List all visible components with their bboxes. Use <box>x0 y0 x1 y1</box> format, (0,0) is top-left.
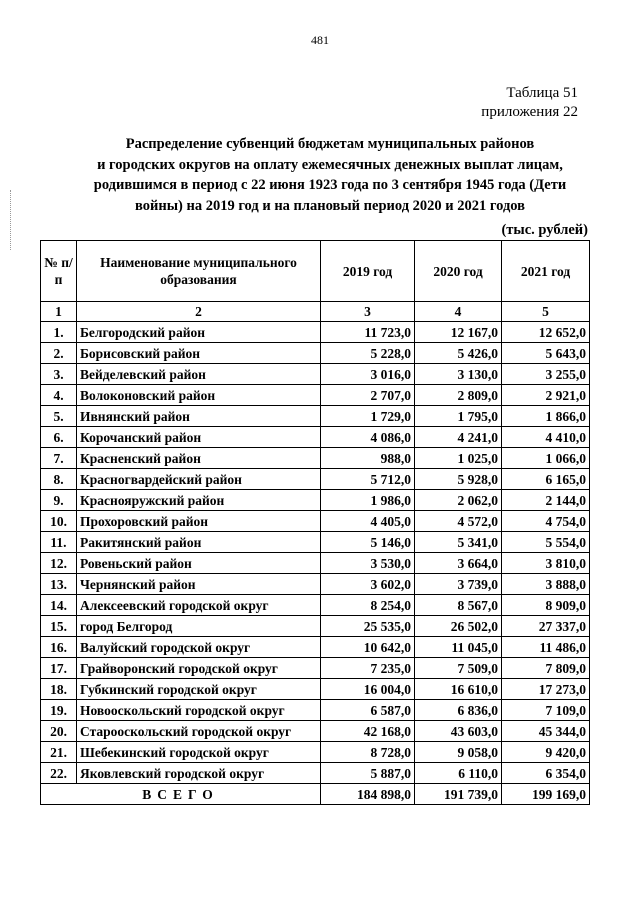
value-2021: 1 866,0 <box>502 406 590 427</box>
value-2019: 5 887,0 <box>321 763 415 784</box>
municipality-name: Старооскольский городской округ <box>77 721 321 742</box>
value-2021: 7 109,0 <box>502 700 590 721</box>
municipality-name: Валуйский городской округ <box>77 637 321 658</box>
municipality-name: Губкинский городской округ <box>77 679 321 700</box>
title-line-4: войны) на 2019 год и на плановый период 2020 и 2021 годов <box>135 197 525 214</box>
table-row <box>41 616 590 637</box>
row-number: 22. <box>41 763 77 784</box>
value-2020: 16 610,0 <box>415 679 502 700</box>
row-number: 12. <box>41 553 77 574</box>
value-2020: 1 025,0 <box>415 448 502 469</box>
table-row <box>41 427 590 448</box>
value-2020: 5 341,0 <box>415 532 502 553</box>
value-2019: 1 986,0 <box>321 490 415 511</box>
row-number: 11. <box>41 532 77 553</box>
value-2019: 3 530,0 <box>321 553 415 574</box>
header-num: № п/п <box>41 241 77 302</box>
municipality-name: Ивнянский район <box>77 406 321 427</box>
row-number: 17. <box>41 658 77 679</box>
table-row <box>41 553 590 574</box>
municipality-name: Красногвардейский район <box>77 469 321 490</box>
value-2021: 5 643,0 <box>502 343 590 364</box>
value-2021: 5 554,0 <box>502 532 590 553</box>
row-number: 3. <box>41 364 77 385</box>
column-number: 1 <box>41 302 77 322</box>
row-number: 20. <box>41 721 77 742</box>
value-2019: 25 535,0 <box>321 616 415 637</box>
value-2019: 4 086,0 <box>321 427 415 448</box>
value-2021: 6 165,0 <box>502 469 590 490</box>
municipality-name: Новооскольский городской округ <box>77 700 321 721</box>
header-2019: 2019 год <box>321 241 415 302</box>
row-number: 18. <box>41 679 77 700</box>
value-2021: 4 754,0 <box>502 511 590 532</box>
value-2021: 1 066,0 <box>502 448 590 469</box>
value-2020: 4 241,0 <box>415 427 502 448</box>
value-2021: 7 809,0 <box>502 658 590 679</box>
header-name: Наименование муниципального образования <box>77 241 321 302</box>
value-2021: 11 486,0 <box>502 637 590 658</box>
document-title <box>70 134 590 216</box>
value-2021: 4 410,0 <box>502 427 590 448</box>
subventions-table <box>40 240 590 805</box>
value-2020: 3 130,0 <box>415 364 502 385</box>
value-2021: 3 255,0 <box>502 364 590 385</box>
value-2020: 6 110,0 <box>415 763 502 784</box>
value-2019: 7 235,0 <box>321 658 415 679</box>
value-2021: 2 921,0 <box>502 385 590 406</box>
municipality-name: Прохоровский район <box>77 511 321 532</box>
row-number: 7. <box>41 448 77 469</box>
row-number: 5. <box>41 406 77 427</box>
total-row <box>41 784 590 805</box>
title-line-1: Распределение субвенций бюджетам муниципальных районов <box>125 136 535 152</box>
total-2020: 191 739,0 <box>415 784 502 805</box>
header-2021: 2021 год <box>502 241 590 302</box>
value-2020: 4 572,0 <box>415 511 502 532</box>
units-note: (тыс. рублей) <box>501 222 588 238</box>
row-number: 13. <box>41 574 77 595</box>
value-2021: 3 888,0 <box>502 574 590 595</box>
table-row <box>41 574 590 595</box>
municipality-name: Борисовский район <box>77 343 321 364</box>
table-header-row <box>41 241 590 302</box>
value-2019: 3 602,0 <box>321 574 415 595</box>
row-number: 8. <box>41 469 77 490</box>
value-2021: 45 344,0 <box>502 721 590 742</box>
row-number: 21. <box>41 742 77 763</box>
table-body <box>41 322 590 784</box>
table-row <box>41 721 590 742</box>
value-2020: 3 664,0 <box>415 553 502 574</box>
value-2019: 10 642,0 <box>321 637 415 658</box>
table-row <box>41 364 590 385</box>
table-row <box>41 532 590 553</box>
header-2020: 2020 год <box>415 241 502 302</box>
value-2021: 3 810,0 <box>502 553 590 574</box>
column-number: 3 <box>321 302 415 322</box>
caption-appendix: приложения 22 <box>481 104 578 120</box>
table-caption <box>481 84 578 122</box>
value-2019: 3 016,0 <box>321 364 415 385</box>
caption-table-number: Таблица 51 <box>506 85 578 101</box>
value-2021: 17 273,0 <box>502 679 590 700</box>
value-2019: 16 004,0 <box>321 679 415 700</box>
municipality-name: Краснояружский район <box>77 490 321 511</box>
value-2020: 7 509,0 <box>415 658 502 679</box>
value-2019: 8 728,0 <box>321 742 415 763</box>
municipality-name: Ракитянский район <box>77 532 321 553</box>
table-row <box>41 406 590 427</box>
value-2019: 5 712,0 <box>321 469 415 490</box>
table-row <box>41 469 590 490</box>
municipality-name: Белгородский район <box>77 322 321 343</box>
municipality-name: Алексеевский городской округ <box>77 595 321 616</box>
municipality-name: Яковлевский городской округ <box>77 763 321 784</box>
total-2021: 199 169,0 <box>502 784 590 805</box>
table-row <box>41 763 590 784</box>
row-number: 16. <box>41 637 77 658</box>
value-2020: 6 836,0 <box>415 700 502 721</box>
value-2019: 42 168,0 <box>321 721 415 742</box>
table-row <box>41 742 590 763</box>
value-2019: 4 405,0 <box>321 511 415 532</box>
scan-margin-marks <box>10 190 19 250</box>
value-2020: 2 809,0 <box>415 385 502 406</box>
value-2019: 1 729,0 <box>321 406 415 427</box>
table-row <box>41 595 590 616</box>
table-row <box>41 322 590 343</box>
row-number: 6. <box>41 427 77 448</box>
municipality-name: Волоконовский район <box>77 385 321 406</box>
table-row <box>41 448 590 469</box>
column-number: 4 <box>415 302 502 322</box>
municipality-name: Вейделевский район <box>77 364 321 385</box>
value-2021: 8 909,0 <box>502 595 590 616</box>
value-2019: 8 254,0 <box>321 595 415 616</box>
row-number: 4. <box>41 385 77 406</box>
value-2019: 5 228,0 <box>321 343 415 364</box>
column-number: 2 <box>77 302 321 322</box>
municipality-name: город Белгород <box>77 616 321 637</box>
value-2021: 6 354,0 <box>502 763 590 784</box>
value-2020: 9 058,0 <box>415 742 502 763</box>
municipality-name: Чернянский район <box>77 574 321 595</box>
row-number: 10. <box>41 511 77 532</box>
table-row <box>41 490 590 511</box>
total-label: ВСЕГО <box>41 784 321 805</box>
table-row <box>41 658 590 679</box>
value-2019: 11 723,0 <box>321 322 415 343</box>
value-2020: 5 426,0 <box>415 343 502 364</box>
value-2019: 988,0 <box>321 448 415 469</box>
column-number: 5 <box>502 302 590 322</box>
value-2021: 27 337,0 <box>502 616 590 637</box>
value-2021: 2 144,0 <box>502 490 590 511</box>
value-2019: 6 587,0 <box>321 700 415 721</box>
value-2020: 11 045,0 <box>415 637 502 658</box>
value-2020: 5 928,0 <box>415 469 502 490</box>
row-number: 1. <box>41 322 77 343</box>
municipality-name: Корочанский район <box>77 427 321 448</box>
table-row <box>41 637 590 658</box>
value-2019: 2 707,0 <box>321 385 415 406</box>
row-number: 2. <box>41 343 77 364</box>
value-2020: 26 502,0 <box>415 616 502 637</box>
value-2020: 8 567,0 <box>415 595 502 616</box>
row-number: 14. <box>41 595 77 616</box>
row-number: 19. <box>41 700 77 721</box>
table-row <box>41 700 590 721</box>
table-row <box>41 511 590 532</box>
title-line-2: и городских округов на оплату ежемесячных денежных выплат лицам, <box>97 156 563 173</box>
municipality-name: Ровеньский район <box>77 553 321 574</box>
page-number: 481 <box>311 33 329 47</box>
row-number: 9. <box>41 490 77 511</box>
title-line-3: родившимся в период с 22 июня 1923 года по 3 сентября 1945 года (Дети <box>93 177 567 193</box>
municipality-name: Шебекинский городской округ <box>77 742 321 763</box>
total-2019: 184 898,0 <box>321 784 415 805</box>
value-2020: 12 167,0 <box>415 322 502 343</box>
value-2020: 43 603,0 <box>415 721 502 742</box>
value-2019: 5 146,0 <box>321 532 415 553</box>
table-row <box>41 343 590 364</box>
value-2020: 2 062,0 <box>415 490 502 511</box>
table-row <box>41 385 590 406</box>
value-2021: 9 420,0 <box>502 742 590 763</box>
municipality-name: Красненский район <box>77 448 321 469</box>
row-number: 15. <box>41 616 77 637</box>
value-2020: 3 739,0 <box>415 574 502 595</box>
column-numbers-row <box>41 302 590 322</box>
value-2021: 12 652,0 <box>502 322 590 343</box>
municipality-name: Грайворонский городской округ <box>77 658 321 679</box>
value-2020: 1 795,0 <box>415 406 502 427</box>
table-row <box>41 679 590 700</box>
